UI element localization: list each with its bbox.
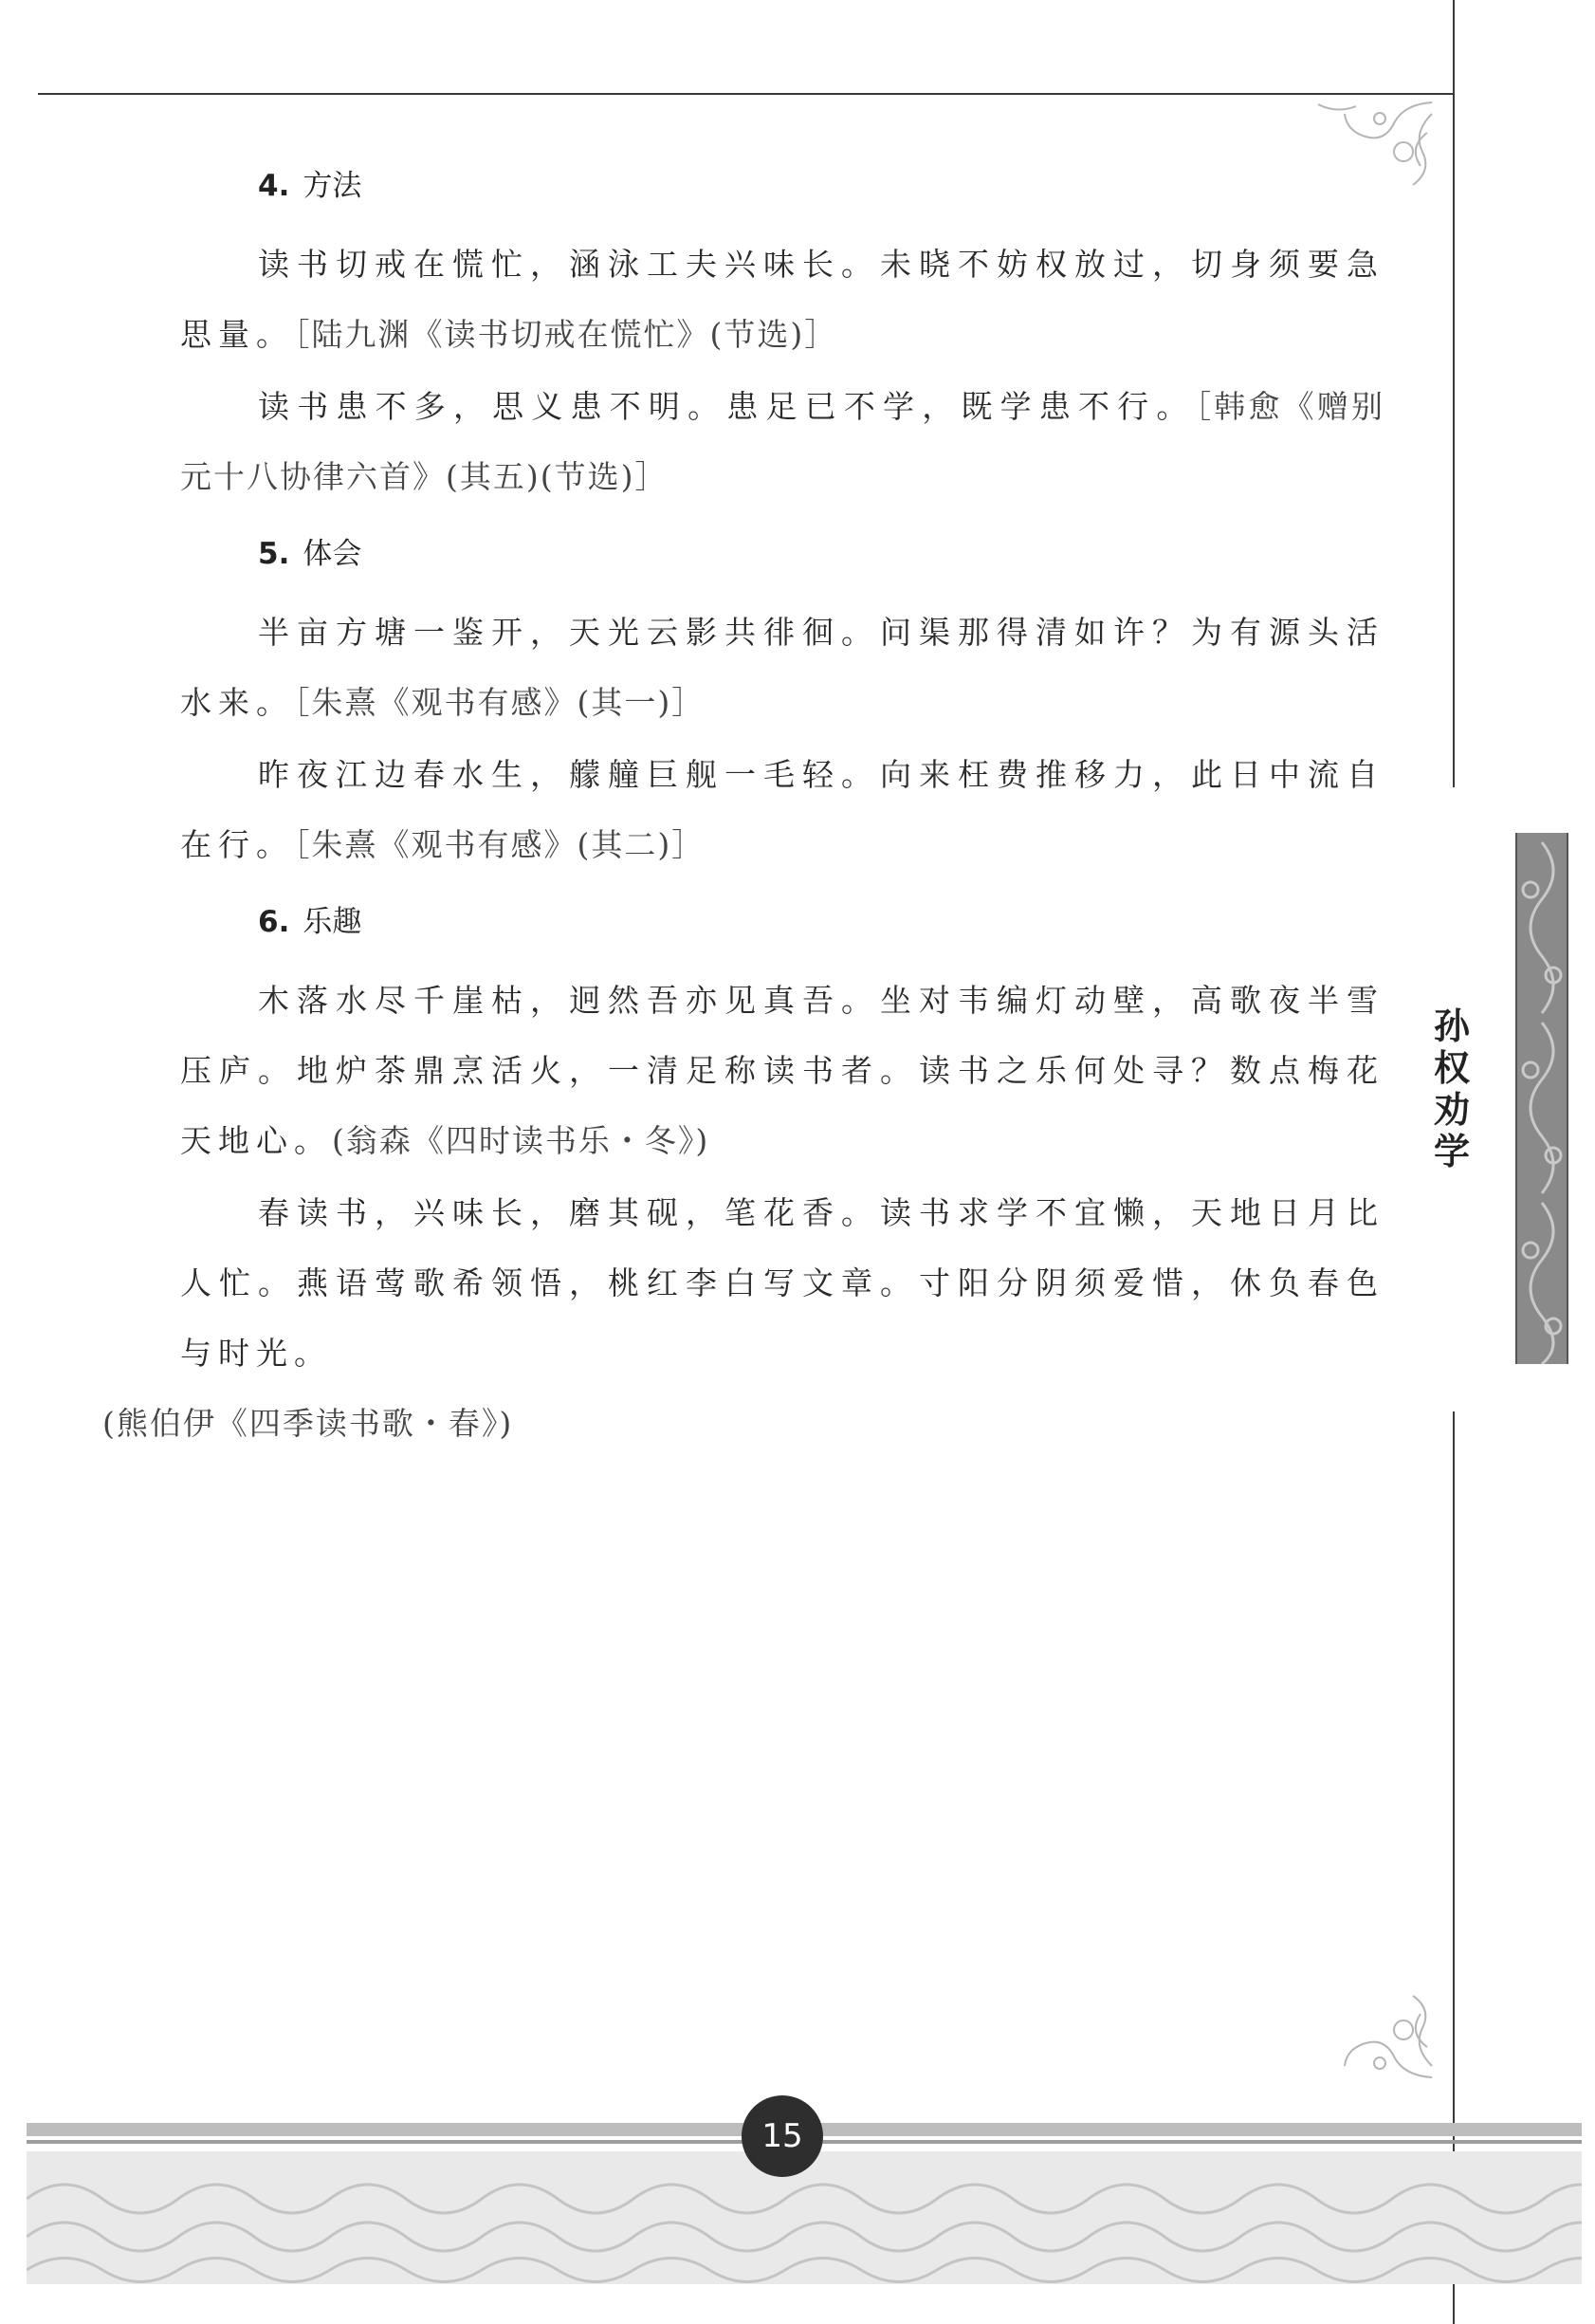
poem-paragraph [180,372,1384,512]
main-content [102,161,1385,1459]
poem-paragraph [180,966,1384,1176]
section-heading [258,529,1384,579]
section-experience [180,529,1384,880]
section-title: 方法 [302,169,362,203]
poem-text: 春读书，兴味长，磨其砚，笔花香。读书求学不宜懒，天地日月比人忙。燕语莺歌希领悟，桃红李白写文章。寸阳分阴须爱惜，休负春色与时光。 [180,1194,1384,1372]
margin-rule-top [1453,0,1455,787]
poem-source: (翁森《四时读书乐・冬》) [332,1122,710,1159]
page-number: 15 [742,2095,823,2177]
poem-source: ［韩愈《赠别元十八协律六首》(其五)(节选)］ [180,388,1385,495]
poem-source: (熊伯伊《四季读书歌・春》) [102,1405,514,1442]
poem-source: ［朱熹《观书有感》(其一)］ [294,684,706,721]
chapter-side-title: 孙权劝学 [1433,1005,1470,1172]
poem-text: 读书切戒在慌忙，涵泳工夫兴味长。未晓不妨权放过，切身须要急思量。 [180,246,1384,353]
section-number: 4. [258,169,290,203]
poem-paragraph [180,230,1384,370]
section-heading [258,897,1384,947]
section-joy [102,897,1384,1459]
poem-text: 木落水尽千崖枯，迥然吾亦见真吾。坐对韦编灯动壁，高歌夜半雪压庐。地炉茶鼎烹活火，一清足称读书者。读书之乐何处寻？数点梅花天地心。 [180,982,1384,1159]
section-number: 6. [258,905,290,939]
poem-source: ［陆九渊《读书切戒在慌忙》(节选)］ [294,316,838,353]
poem-source: ［朱熹《观书有感》(其二)］ [294,826,706,863]
section-title: 乐趣 [302,905,362,939]
poem-text: 读书患不多，思义患不明。患足已不学，既学患不行。 [258,388,1196,425]
poem-paragraph [180,598,1384,738]
section-method [180,161,1384,512]
poem-text: 昨夜江边春水生，艨艟巨舰一毛轻。向来枉费推移力，此日中流自在行。 [180,756,1384,863]
side-tab-pattern [1517,833,1567,1364]
section-title: 体会 [302,537,362,571]
poem-paragraph [180,740,1384,880]
side-tab-decoration [1515,833,1568,1364]
header-rule [38,93,1453,95]
corner-ornament-bottom [1290,1983,1441,2087]
section-heading [258,161,1384,211]
poem-text: 半亩方塘一鉴开，天光云影共徘徊。问渠那得清如许？为有源头活水来。 [180,614,1384,721]
poem-paragraph [102,1178,1384,1459]
section-number: 5. [258,537,290,571]
